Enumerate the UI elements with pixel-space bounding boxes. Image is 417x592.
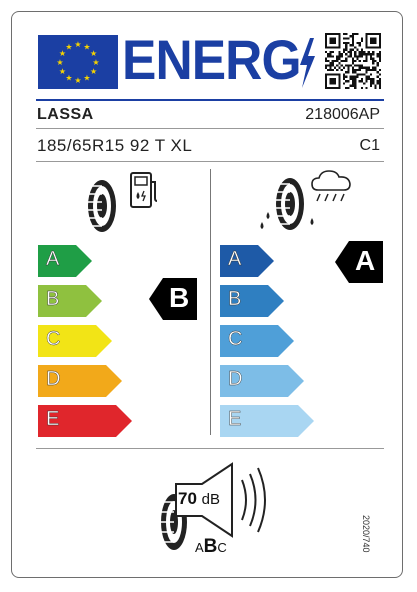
fuel-class-a-bar xyxy=(38,245,92,277)
noise-class-scale xyxy=(195,536,227,558)
eu-star: ★ xyxy=(65,73,73,83)
eu-star: ★ xyxy=(92,58,100,67)
noise-class-c: C xyxy=(217,540,227,555)
eu-star: ★ xyxy=(74,76,82,85)
fuel-class-letter: E xyxy=(46,408,60,430)
eu-star: ★ xyxy=(90,49,98,58)
fuel-class-letter: D xyxy=(46,368,61,390)
wet-grip-class-c-bar xyxy=(220,325,294,357)
fuel-class-letter: B xyxy=(46,288,60,310)
noise-class-b: B xyxy=(203,536,218,557)
divider xyxy=(36,448,384,449)
divider xyxy=(36,161,384,162)
eu-star: ★ xyxy=(90,67,98,76)
fuel-rating-badge xyxy=(149,278,197,325)
wet-grip-class-b-bar xyxy=(220,285,284,317)
eu-star: ★ xyxy=(56,58,64,67)
fuel-rating-letter: B xyxy=(169,282,190,313)
wet-grip-class-e-bar xyxy=(220,405,314,437)
fuel-class-c-bar xyxy=(38,325,112,357)
wet-grip-class-d-bar xyxy=(220,365,304,397)
wet-grip-rating-letter: A xyxy=(355,245,376,276)
regulation-number: 2020/740 xyxy=(361,515,371,553)
eu-flag-icon xyxy=(38,35,118,89)
tyre-size: 185/65R15 92 T XL xyxy=(37,136,193,155)
noise-unit: dB xyxy=(201,491,221,508)
eu-star: ★ xyxy=(65,42,73,52)
eu-star: ★ xyxy=(83,73,91,83)
fuel-class-letter: C xyxy=(46,328,61,350)
qr-code-icon xyxy=(325,32,381,90)
energy-title: ENERG xyxy=(122,28,301,91)
tyre-class: C1 xyxy=(359,137,380,154)
article-number: 218006AP xyxy=(305,106,380,123)
eu-star: ★ xyxy=(83,42,91,52)
eu-star: ★ xyxy=(58,67,66,76)
lightning-bolt-icon xyxy=(296,38,318,88)
rain-cloud-icon xyxy=(310,168,354,208)
noise-value: 70 xyxy=(178,489,197,508)
brand-name: LASSA xyxy=(37,106,94,123)
fuel-class-d-bar xyxy=(38,365,122,397)
divider xyxy=(36,128,384,129)
fuel-class-letter: A xyxy=(46,248,60,270)
fuel-class-e-bar xyxy=(38,405,132,437)
section-divider xyxy=(210,169,211,435)
header-rule xyxy=(36,99,384,101)
wet-grip-class-a-bar xyxy=(220,245,274,277)
fuel-class-b-bar xyxy=(38,285,102,317)
wet-grip-rating-badge xyxy=(335,241,383,288)
fuel-pump-icon xyxy=(128,170,160,210)
wet-grip-class-letter: A xyxy=(228,248,242,270)
wet-grip-class-letter: E xyxy=(228,408,242,430)
noise-class-a: A xyxy=(195,540,204,555)
eu-star: ★ xyxy=(58,49,66,58)
wet-grip-class-letter: B xyxy=(228,288,242,310)
wet-grip-class-letter: C xyxy=(228,328,243,350)
noise-value-display xyxy=(178,489,220,509)
eu-star: ★ xyxy=(74,40,82,49)
wet-grip-class-letter: D xyxy=(228,368,243,390)
